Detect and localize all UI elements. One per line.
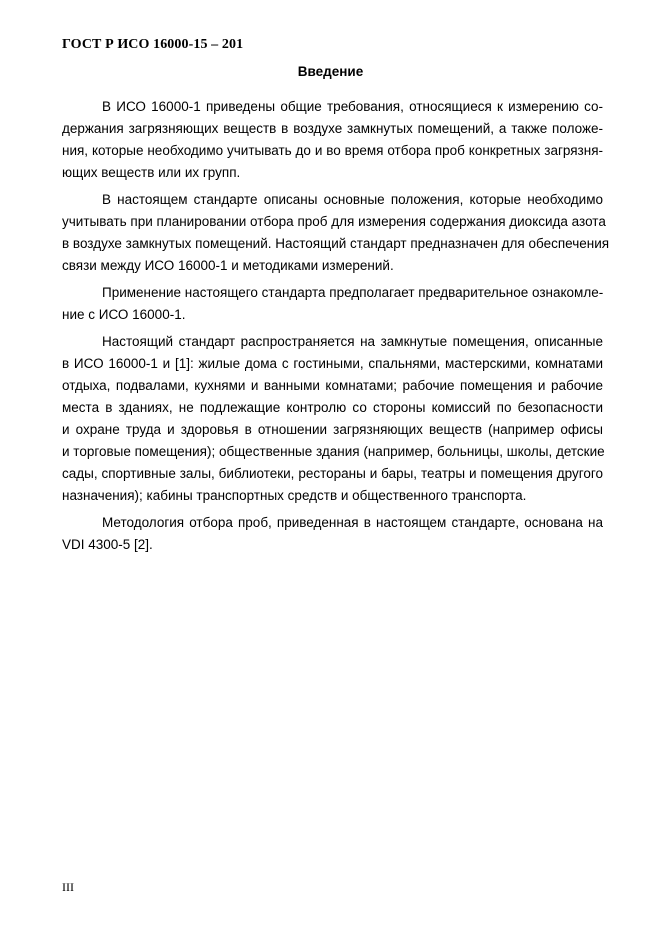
paragraph-line: связи между ИСО 16000-1 и методиками измерений. — [62, 258, 394, 273]
paragraph-2 — [62, 189, 610, 277]
paragraph-line: Настоящий стандарт распространяется на замкнутые помещения, описанные — [102, 334, 603, 349]
paragraph-4 — [62, 331, 603, 507]
paragraph-line: и торговые помещения); общественные здания (например, больницы, школы, детские — [62, 444, 605, 459]
document-body — [62, 96, 610, 561]
paragraph-line: в ИСО 16000-1 и [1]: жилые дома с гостиными, спальнями, мастерскими, комнатами — [62, 356, 603, 371]
paragraph-line: и охране труда и здоровья в отношении загрязняющих веществ (например офисы — [62, 422, 603, 437]
paragraph-line: назначения); кабины транспортных средств и общественного транспорта. — [62, 488, 527, 503]
paragraph-line: держания загрязняющих веществ в воздухе замкнутых помещений, а также положе- — [62, 121, 603, 136]
paragraph-line: учитывать при планировании отбора проб для измерения содержания диоксида азота — [62, 214, 606, 229]
document-code: ГОСТ Р ИСО 16000-15 – 201 — [62, 37, 244, 52]
page-number: III — [62, 880, 74, 894]
paragraph-line: Применение настоящего стандарта предполагает предварительное ознакомле- — [102, 285, 604, 300]
section-title: Введение — [297, 64, 364, 79]
paragraph-5 — [62, 512, 603, 556]
paragraph-1 — [62, 96, 603, 184]
paragraph-line: ние с ИСО 16000-1. — [62, 307, 186, 322]
paragraph-3 — [62, 282, 603, 326]
paragraph-line: ющих веществ или их групп. — [62, 165, 241, 180]
paragraph-line: ния, которые необходимо учитывать до и во время отбора проб конкретных загрязня- — [62, 143, 603, 158]
paragraph-line: места в зданиях, не подлежащие контролю со стороны комиссий по безопасности — [62, 400, 603, 415]
paragraph-line: Методология отбора проб, приведенная в настоящем стандарте, основана на — [102, 515, 603, 530]
paragraph-line: В ИСО 16000-1 приведены общие требования, относящиеся к измерению со- — [102, 99, 603, 114]
paragraph-line: отдыха, подвалами, кухнями и ванными комнатами; рабочие помещения и рабочие — [62, 378, 603, 393]
paragraph-line: VDI 4300-5 [2]. — [62, 537, 153, 552]
paragraph-line: сады, спортивные залы, библиотеки, рестораны и бары, театры и помещения другого — [62, 466, 603, 481]
paragraph-line: В настоящем стандарте описаны основные положения, которые необходимо — [102, 192, 603, 207]
paragraph-line: в воздухе замкнутых помещений. Настоящий стандарт предназначен для обеспечения — [62, 236, 610, 251]
